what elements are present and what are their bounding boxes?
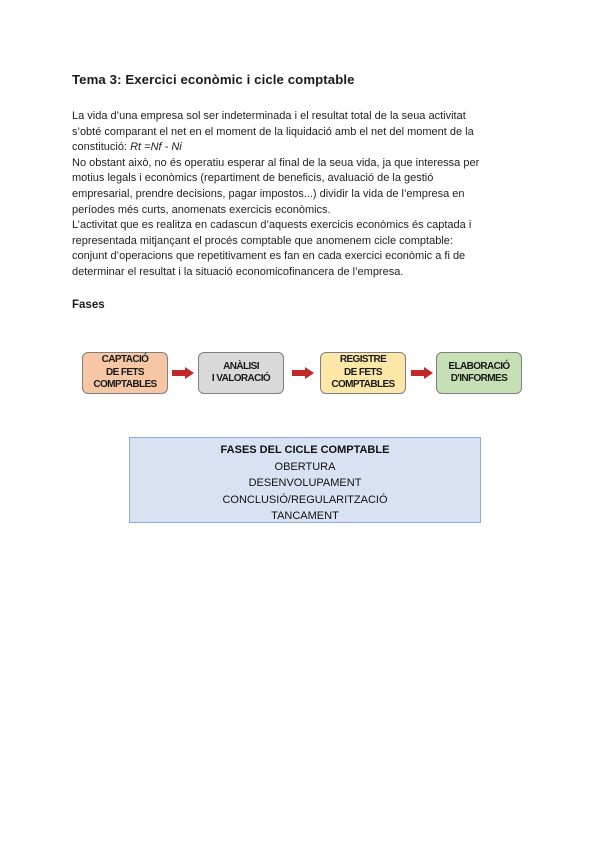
paragraph-line: L’activitat que es realitza en cadascun d’aquests exercicis econòmics és captada i [72,219,472,232]
paragraph-line: s’obté comparant el net en el moment de la liquidació amb el net del moment de la [72,125,474,138]
fases-table-row: TANCAMENT [271,510,339,522]
right-arrow-icon [292,367,314,379]
paragraph-line: La vida d’una empresa sol ser indeterminada i el resultat total de la seua activitat [72,110,466,122]
phase-label: DE FETS [343,366,382,378]
phase-label: REGISTRE [339,354,387,366]
constitucio-label: constitució: [72,141,128,154]
fases-table-row: CONCLUSIÓ/REGULARITZACIÓ [222,493,388,506]
phase-label: D'INFORMES [450,373,508,384]
phase-label: COMPTABLES [93,379,157,391]
phase-label: CAPTACIÓ [101,354,149,366]
intro-paragraph [72,109,532,281]
paragraph-line: No obstant això, no és operatiu esperar al final de la seua vida, ja que interessa per [72,156,480,169]
result-formula: Rt =Nf - Ni [130,141,182,154]
phase-box-registre [320,352,406,394]
phase-box-elaboracio [436,352,522,394]
paragraph-line: períodes més curts, anomenats exercicis econòmics. [72,203,331,216]
phase-label: ANÀLISI [223,360,259,372]
paragraph-line: representada mitjançant el procés comptable que anomenem cicle comptable: [72,234,453,247]
fases-table-row: OBERTURA [274,460,336,473]
fases-table-row: DESENVOLUPAMENT [248,477,362,489]
fases-table-header: FASES DEL CICLE COMPTABLE [220,444,390,456]
right-arrow-icon [172,367,194,379]
paragraph-line: empresarial, prendre decisions, pagar impostos...) dividir la vida de l’empresa en [72,187,465,200]
phase-label: ELABORACIÓ [448,360,510,372]
accounting-cycle-flow [82,352,532,396]
paragraph-line: conjunt d’operacions que repetitivament es fan en cada exercici econòmic a fi de [72,250,466,263]
phase-label: I VALORACIÓ [211,373,271,384]
phase-box-analisi [198,352,284,394]
right-arrow-icon [411,367,433,379]
phase-label: DE FETS [105,366,144,378]
phase-label: COMPTABLES [331,379,395,391]
fases-table [129,437,481,523]
paragraph-line: determinar el resultat i la situació economicofinancera de l’empresa. [72,265,404,278]
paragraph-line: motius legals i econòmics (repartiment de beneficis, avaluació de la gestió [72,172,434,185]
formula-line [72,140,532,156]
document-title: Tema 3: Exercici econòmic i cicle comptable [72,72,355,87]
phase-box-captacio [82,352,168,394]
fases-heading: Fases [72,299,105,311]
